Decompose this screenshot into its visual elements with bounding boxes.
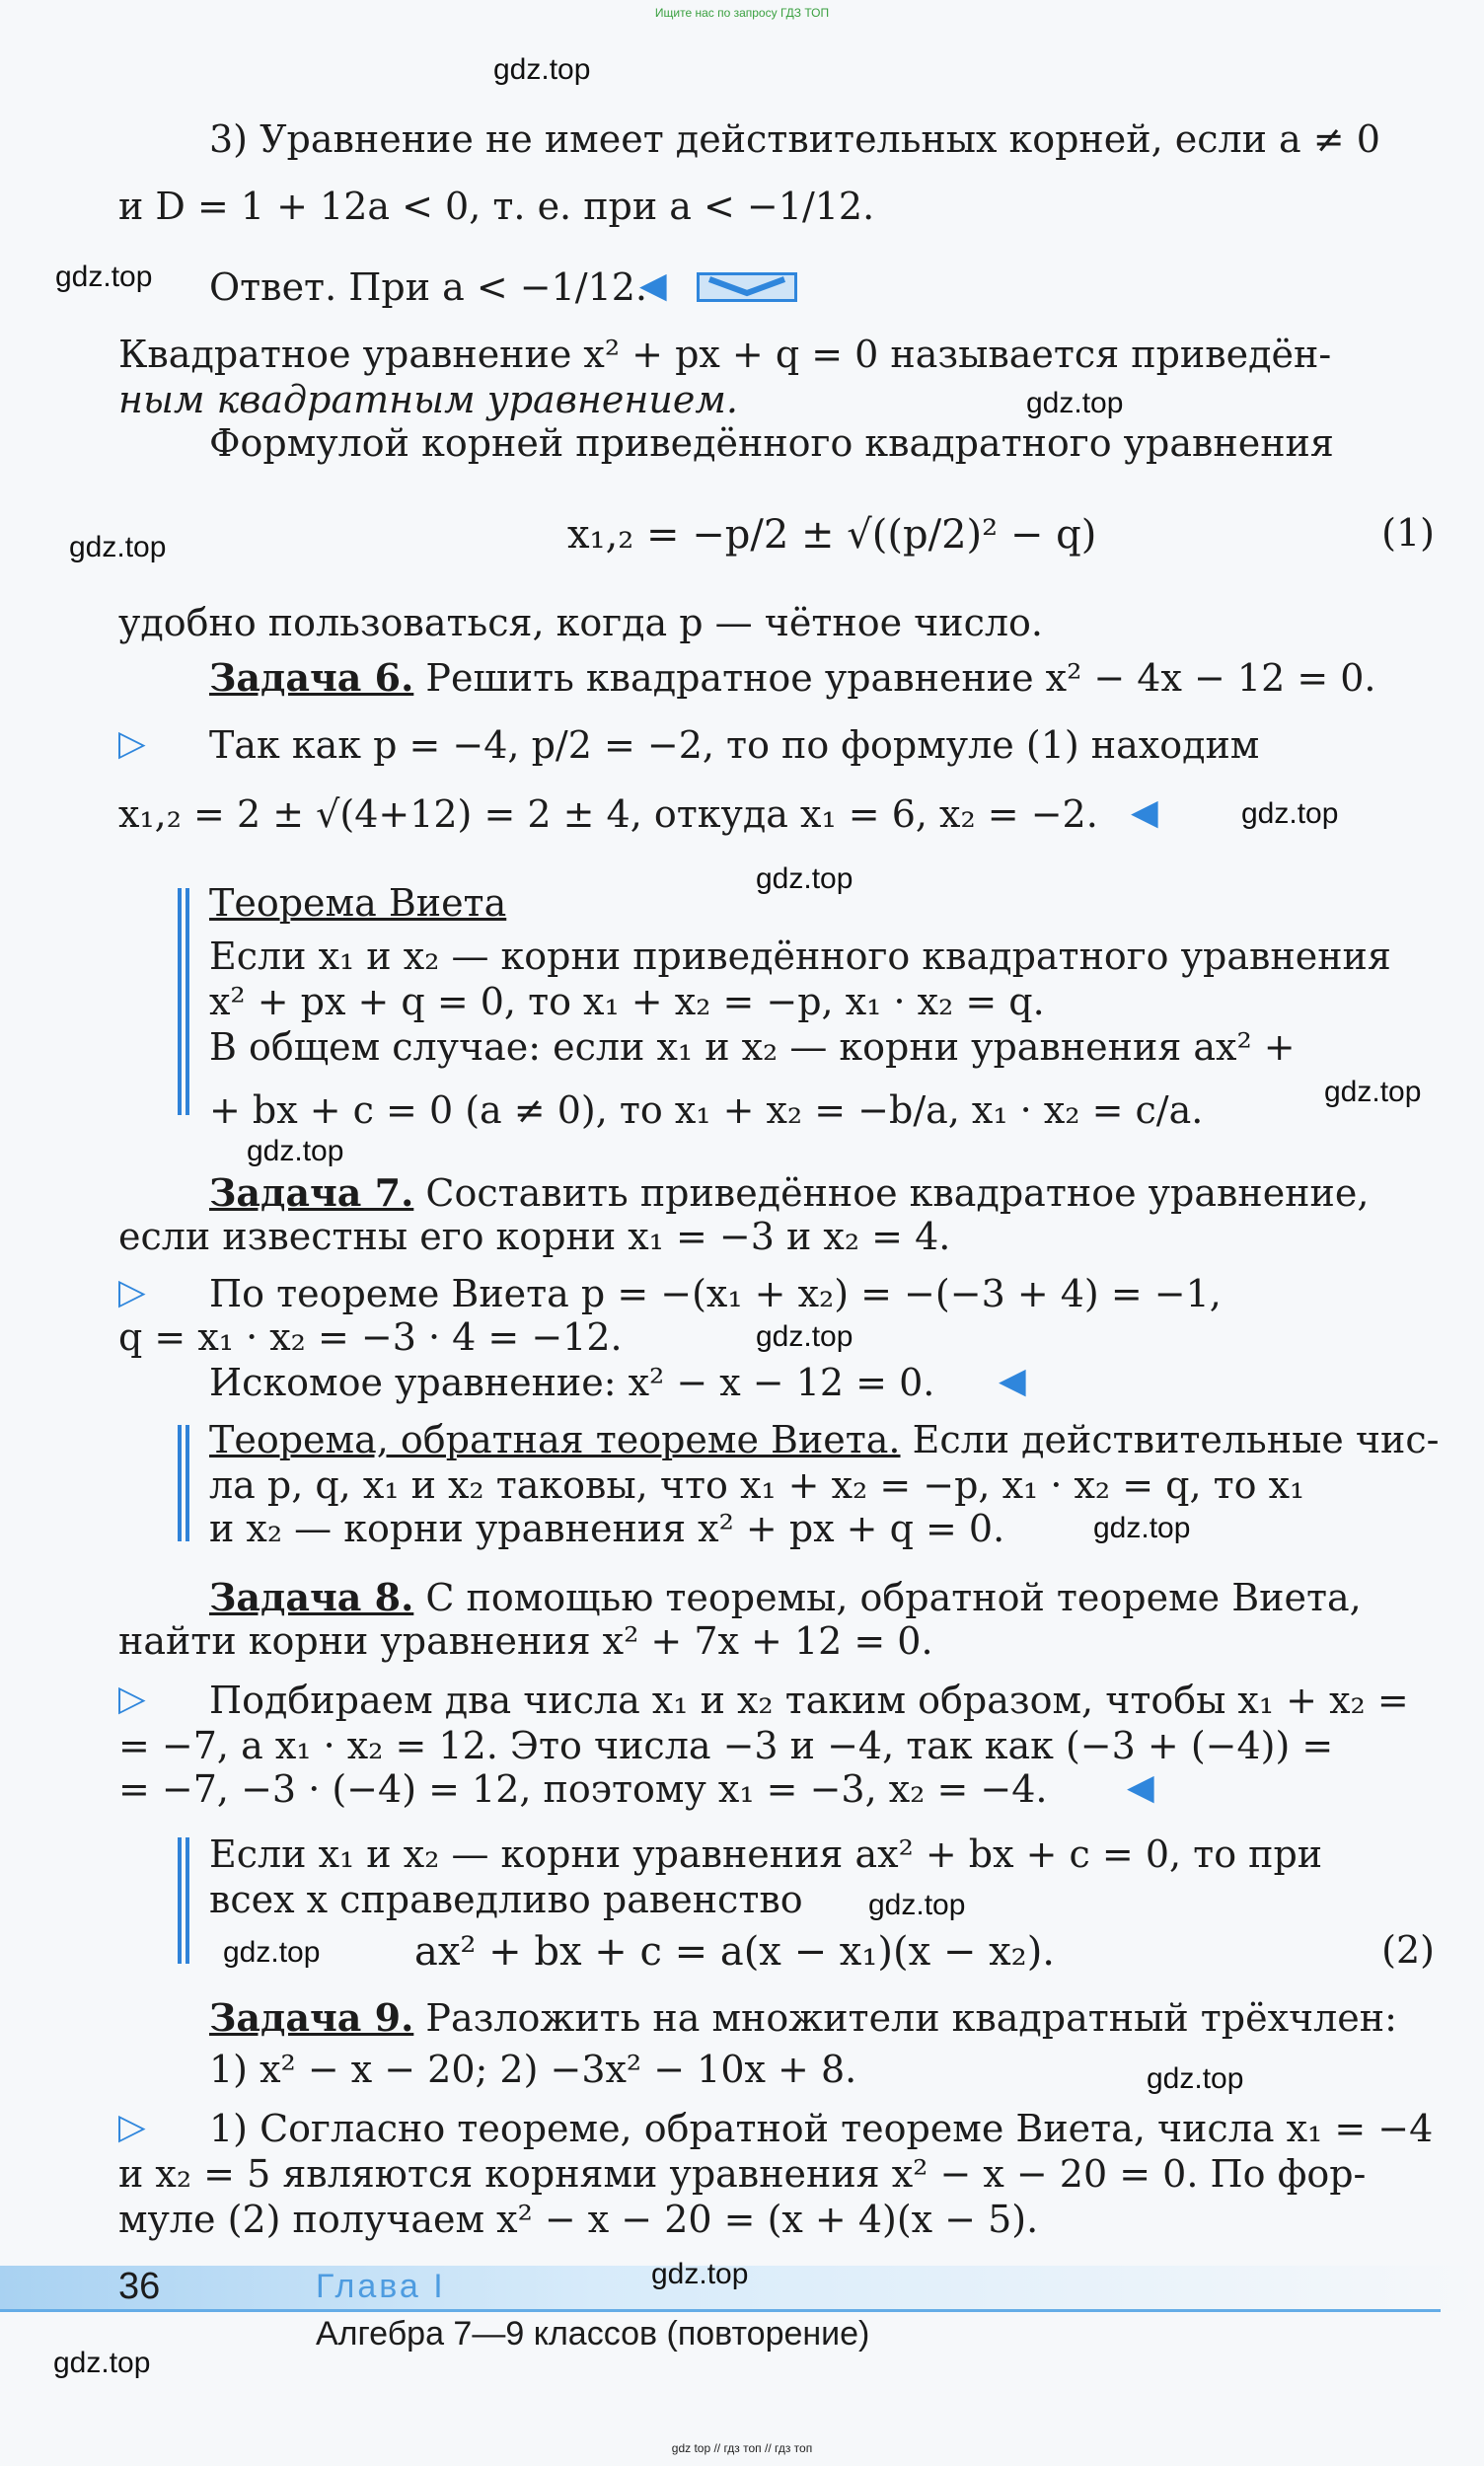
theorem-title: Теорема Виета: [209, 881, 507, 925]
theorem-bar: [178, 888, 189, 1115]
rule-bar: [178, 1837, 189, 1964]
text-line: ла p, q, x₁ и x₂ таковы, что x₁ + x₂ = −p, x₁ · x₂ = q, то x₁: [209, 1463, 1305, 1507]
text-line: и x₂ = 5 являются корнями уравнения x² − x − 20 = 0. По фор-: [118, 2152, 1367, 2196]
task-6: [209, 655, 1376, 701]
task-7-text: Составить приведённое квадратное уравнение,: [413, 1171, 1370, 1215]
watermark: gdz.top: [223, 1936, 321, 1969]
end-of-solution-icon: ◀: [1127, 1767, 1154, 1808]
task-7-title: Задача 7.: [209, 1170, 414, 1215]
text-line: Если x₁ и x₂ — корни уравнения ax² + bx + c = 0, то при: [209, 1832, 1323, 1876]
watermark: gdz.top: [69, 531, 167, 563]
text-line: В общем случае: если x₁ и x₂ — корни уравнения ax² +: [209, 1025, 1296, 1069]
text-line: 3) Уравнение не имеет действительных корней, если a ≠ 0: [209, 117, 1380, 161]
text-line: всех x справедливо равенство: [209, 1878, 803, 1921]
text-line: + bx + c = 0 (a ≠ 0), то x₁ + x₂ = −b/a, x₁ · x₂ = c/a.: [209, 1088, 1204, 1132]
watermark: gdz.top: [1026, 387, 1124, 419]
task-7: [209, 1170, 1369, 1216]
text-line: ным квадратным уравнением.: [118, 378, 738, 421]
watermark: gdz.top: [247, 1135, 344, 1167]
task-8: [209, 1575, 1362, 1620]
formula-number: (1): [1381, 511, 1435, 555]
formula-2: ax² + bx + c = a(x − x₁)(x − x₂).: [414, 1929, 1056, 1975]
watermark: gdz.top: [651, 2258, 749, 2290]
text-line: и x₂ — корни уравнения x² + px + q = 0.: [209, 1507, 1005, 1550]
task-9: [209, 1995, 1397, 2041]
task-8-text: С помощью теоремы, обратной теореме Виета,: [413, 1576, 1362, 1619]
formula-number: (2): [1381, 1928, 1435, 1972]
watermark: gdz.top: [756, 862, 853, 895]
end-of-solution-icon: ◀: [999, 1361, 1026, 1401]
text-line: муле (2) получаем x² − x − 20 = (x + 4)(x − 5).: [118, 2198, 1039, 2241]
task-8-title: Задача 8.: [209, 1575, 414, 1619]
solution-start-icon: ▷: [118, 723, 146, 764]
end-of-solution-icon: ◀: [639, 265, 667, 306]
text-line: x² + px + q = 0, то x₁ + x₂ = −p, x₁ · x₂ = q.: [209, 980, 1045, 1023]
check-icon: [697, 272, 797, 302]
formula-1: x₁,₂ = −p/2 ± √((p/2)² − q): [567, 512, 1097, 558]
answer-line: Ответ. При a < −1/12.: [209, 265, 648, 309]
theorem-bar: [178, 1425, 189, 1541]
end-of-solution-icon: ◀: [1131, 792, 1158, 833]
solution-start-icon: ▷: [118, 1679, 146, 1719]
text-line: = −7, −3 · (−4) = 12, поэтому x₁ = −3, x₂ = −4.: [118, 1767, 1048, 1811]
watermark: gdz.top: [868, 1889, 966, 1921]
text-line: Подбираем два числа x₁ и x₂ таким образом, чтобы x₁ + x₂ =: [209, 1679, 1409, 1722]
theorem-title: Теорема, обратная теореме Виета.: [209, 1418, 901, 1461]
text-line: и D = 1 + 12a < 0, т. е. при a < −1/12.: [118, 185, 875, 228]
watermark: gdz.top: [1147, 2062, 1244, 2095]
watermark: gdz.top: [53, 2347, 151, 2379]
top-watermark: Ищите нас по запросу ГДЗ ТОП: [654, 6, 830, 20]
text-line: 1) x² − x − 20; 2) −3x² − 10x + 8.: [209, 2048, 857, 2091]
text-line: найти корни уравнения x² + 7x + 12 = 0.: [118, 1619, 933, 1663]
footer-divider: [0, 2309, 1441, 2312]
watermark: gdz.top: [1241, 797, 1339, 830]
text-line: q = x₁ · x₂ = −3 · 4 = −12.: [118, 1315, 623, 1359]
text-line: Так как p = −4, p/2 = −2, то по формуле (1) находим: [209, 723, 1260, 767]
text-line: = −7, а x₁ · x₂ = 12. Это числа −3 и −4, так как (−3 + (−4)) =: [118, 1724, 1334, 1767]
page-number: 36: [118, 2266, 161, 2307]
theorem-text: Если действительные чис-: [900, 1418, 1440, 1461]
watermark: gdz.top: [1093, 1512, 1191, 1544]
bottom-watermark: gdz top // гдз топ // гдз топ: [671, 2441, 813, 2455]
watermark: gdz.top: [55, 261, 153, 293]
text-line: Искомое уравнение: x² − x − 12 = 0.: [209, 1361, 935, 1404]
task-9-title: Задача 9.: [209, 1995, 414, 2040]
text-line: Квадратное уравнение x² + px + q = 0 называется приведён-: [118, 333, 1332, 376]
text-line: Если x₁ и x₂ — корни приведённого квадратного уравнения: [209, 934, 1391, 978]
watermark: gdz.top: [493, 53, 591, 86]
converse-theorem: [209, 1417, 1439, 1462]
solution-start-icon: ▷: [118, 2107, 146, 2147]
task-6-text: Решить квадратное уравнение x² − 4x − 12 = 0.: [413, 656, 1376, 700]
text-line: удобно пользоваться, когда p — чётное число.: [118, 601, 1043, 644]
text-line: если известны его корни x₁ = −3 и x₂ = 4.: [118, 1215, 951, 1258]
text-line: 1) Согласно теореме, обратной теореме Виета, числа x₁ = −4: [209, 2107, 1434, 2150]
task-9-text: Разложить на множители квадратный трёхчлен:: [413, 1996, 1397, 2040]
solution-start-icon: ▷: [118, 1272, 146, 1312]
text-line: По теореме Виета p = −(x₁ + x₂) = −(−3 + 4) = −1,: [209, 1272, 1222, 1315]
text-line: x₁,₂ = 2 ± √(4+12) = 2 ± 4, откуда x₁ = 6, x₂ = −2.: [118, 792, 1098, 836]
watermark: gdz.top: [1324, 1076, 1422, 1108]
task-6-title: Задача 6.: [209, 655, 414, 700]
text-line: Формулой корней приведённого квадратного уравнения: [209, 421, 1334, 465]
chapter-subtitle: Алгебра 7—9 классов (повторение): [316, 2315, 870, 2353]
watermark: gdz.top: [756, 1320, 853, 1353]
chapter-label: Глава I: [316, 2268, 446, 2305]
